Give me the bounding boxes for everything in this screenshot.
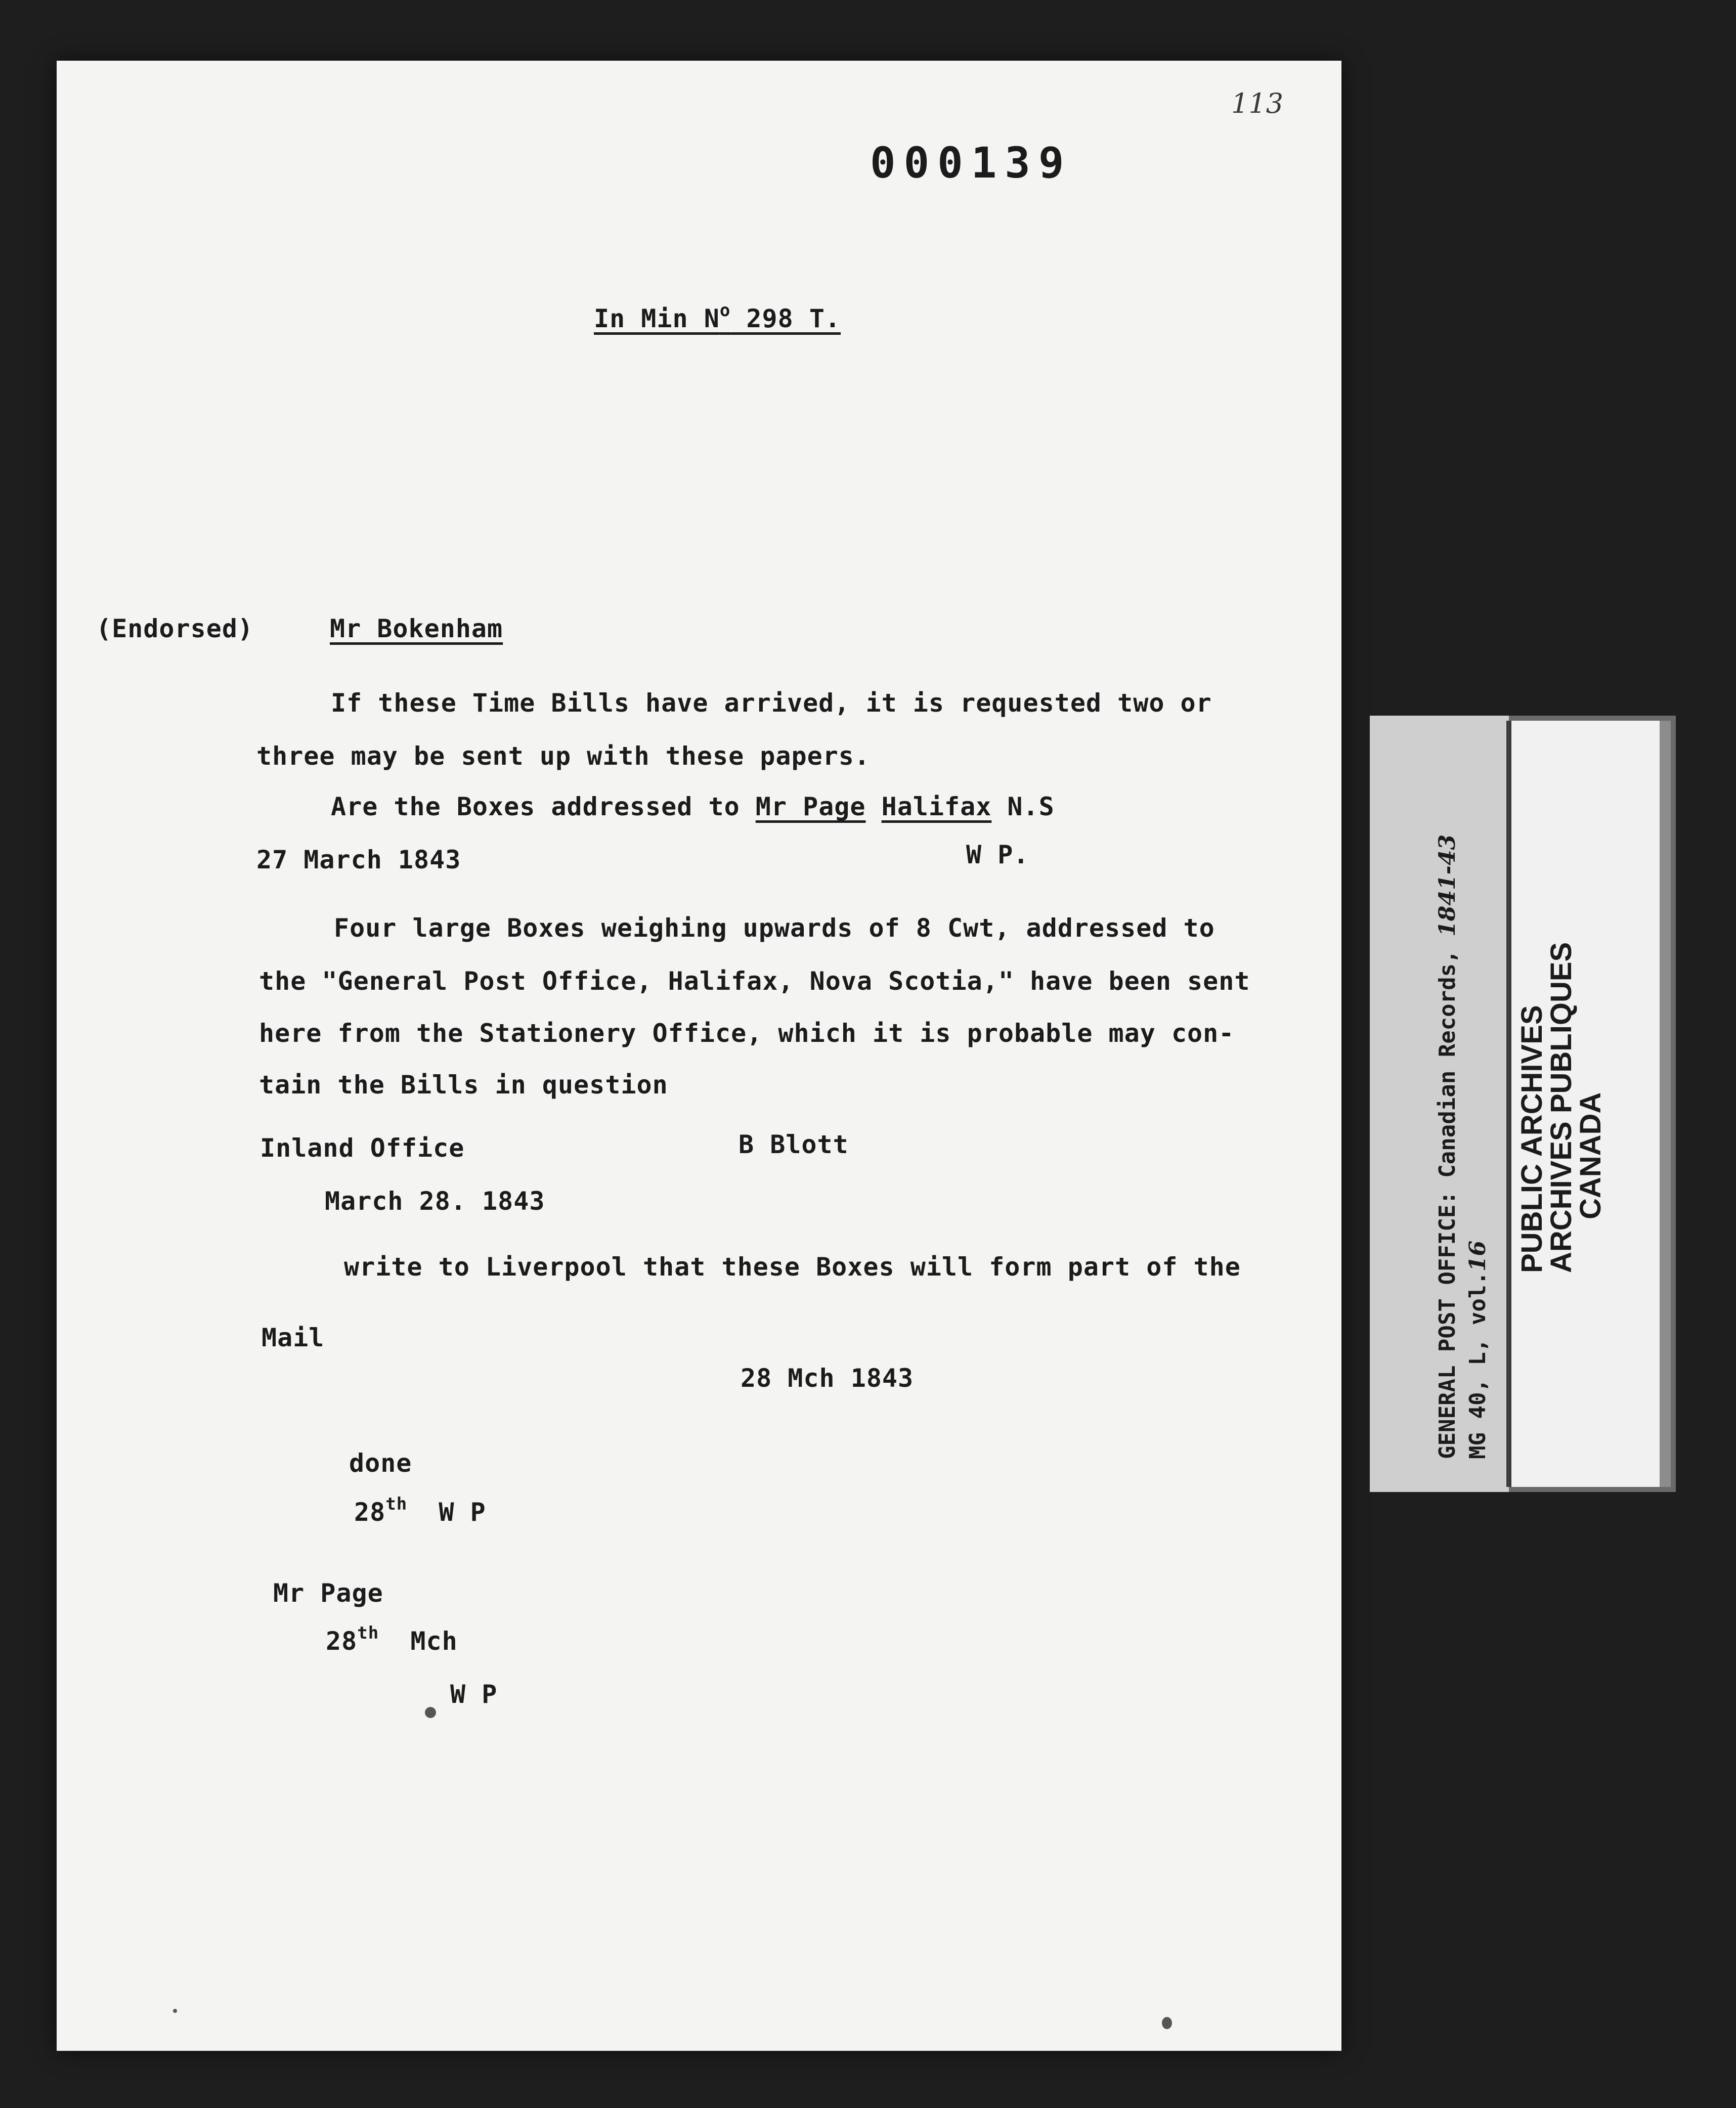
addressee: Mr Bokenham	[330, 614, 503, 643]
tab-catalog-line-2: MG 40, L, vol.16	[1465, 1240, 1491, 1459]
ink-speck	[425, 1707, 436, 1718]
initials-1: W P.	[966, 840, 1029, 869]
done-date: 28th W P	[354, 1494, 486, 1527]
folio-number: 113	[1231, 87, 1284, 119]
paragraph-4-line-2: Mail	[262, 1323, 325, 1352]
ink-speck	[1162, 2017, 1172, 2029]
paragraph-3-line-3: here from the Stationery Office, which it is probable may con-	[259, 1019, 1235, 1048]
paragraph-2: Are the Boxes addressed to Mr Page Halifax N.S	[331, 792, 1055, 821]
mr-page-date: 28th Mch	[326, 1623, 458, 1656]
paragraph-1-line-1: If these Time Bills have arrived, it is requested two or	[331, 688, 1212, 718]
archive-name-english: PUBLIC ARCHIVES	[1515, 1005, 1548, 1273]
done-note: done	[349, 1448, 412, 1478]
document-page	[57, 61, 1341, 2051]
archive-country: CANADA	[1574, 1092, 1607, 1219]
paragraph-4-line-1: write to Liverpool that these Boxes will form part of the	[344, 1252, 1241, 1282]
mr-page-note: Mr Page	[273, 1578, 383, 1608]
date-1: 27 March 1843	[256, 845, 461, 874]
date-3: 28 Mch 1843	[741, 1364, 914, 1393]
signature: B Blott	[739, 1130, 849, 1159]
paragraph-3-line-2: the "General Post Office, Halifax, Nova Scotia," have been sent	[259, 967, 1250, 996]
ink-speck	[173, 2009, 177, 2013]
final-initials: W P	[450, 1680, 498, 1709]
tab-catalog-line-1: GENERAL POST OFFICE: Canadian Records, 1841-43	[1435, 834, 1460, 1459]
document-stamp: 000139	[870, 138, 1072, 188]
paragraph-1-line-2: three may be sent up with these papers.	[256, 741, 870, 771]
minute-heading: In Min $N^o$ 298 T.	[594, 300, 841, 333]
archive-tab	[1370, 716, 1676, 1492]
office-name: Inland Office	[260, 1133, 465, 1163]
paragraph-3-line-4: tain the Bills in question	[259, 1070, 668, 1100]
paragraph-3-line-1: Four large Boxes weighing upwards of 8 Cwt, addressed to	[334, 913, 1215, 943]
archive-name-french: ARCHIVES PUBLIQUES	[1545, 942, 1578, 1273]
tab-catalog-strip	[1370, 716, 1509, 1492]
endorsed-label: (Endorsed)	[96, 614, 254, 643]
tab-archive-label	[1506, 721, 1671, 1487]
date-2: March 28. 1843	[325, 1187, 545, 1216]
